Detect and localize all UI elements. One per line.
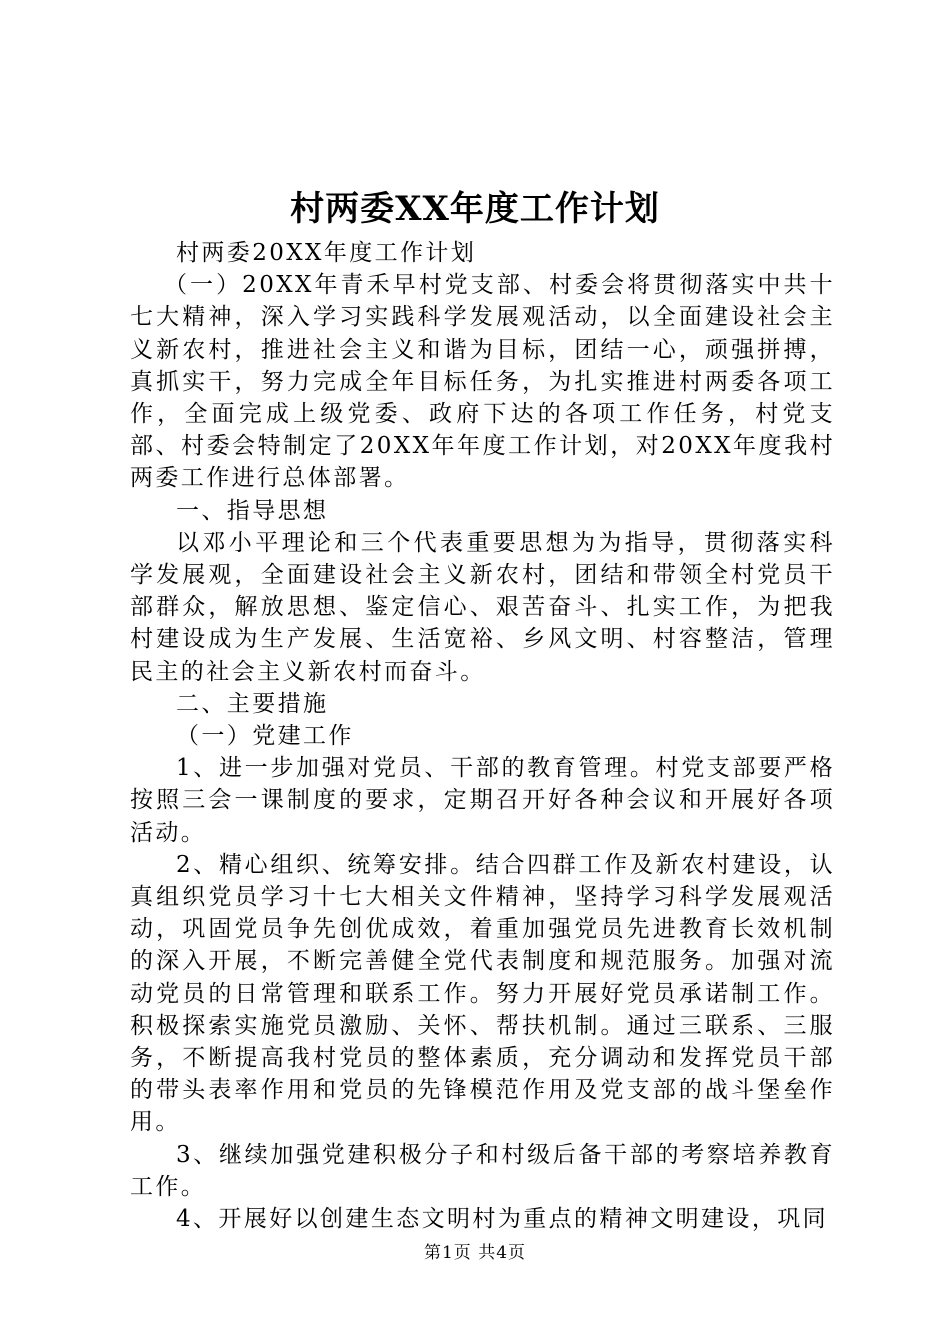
paragraph-subtitle: 村两委20XX年度工作计划 (176, 240, 477, 266)
heading-party-building: （一）党建工作 (176, 723, 354, 750)
paragraph-intro: （一）20XX年青禾早村党支部、村委会将贯彻落实中共十七大精神，深入学习实践科学发展观活动，以全面建设社会主义新农村，推进社会主义和谐为目标，团结一心，顽强拼搏，真抓实干，努力完成全年目标任务，为扎实推进村两委各项工作，全面完成上级党委、政府下达的各项工作任务，村党支部、村委会特制定了20XX年年度工作计划，对20XX年度我村两委工作进行总体部署。 (130, 272, 835, 492)
page-number-footer: 第1页 共4页 (423, 1243, 527, 1263)
paragraph-item-3: 3、继续加强党建积极分子和村级后备干部的考察培养教育工作。 (130, 1141, 835, 1200)
document-body (130, 237, 835, 1235)
document-title: 村两委XX年度工作计划 (290, 189, 660, 229)
paragraph-item-2: 2、精心组织、统筹安排。结合四群工作及新农村建设，认真组织党员学习十七大相关文件精神，坚持学习科学发展观活动，巩固党员争先创优成效，着重加强党员先进教育长效机制的深入开展，不断完善健全党代表制度和规范服务。加强对流动党员的日常管理和联系工作。努力开展好党员承诺制工作。积极探索实施党员激励、关怀、帮扶机制。通过三联系、三服务，不断提高我村党员的整体素质，充分调动和发挥党员干部的带头表率作用和党员的先锋模范作用及党支部的战斗堡垒作用。 (130, 851, 835, 1136)
paragraph-guiding-thought: 以邓小平理论和三个代表重要思想为为指导，贯彻落实科学发展观，全面建设社会主义新农村，团结和带领全村党员干部群众，解放思想、鉴定信心、艰苦奋斗、扎实工作，为把我村建设成为生产发展、生活宽裕、乡风文明、村容整洁，管理民主的社会主义新农村而奋斗。 (130, 529, 835, 685)
heading-main-measures: 二、主要措施 (176, 690, 329, 717)
paragraph-item-1: 1、进一步加强对党员、干部的教育管理。村党支部要严格按照三会一课制度的要求，定期召开好各种会议和开展好各项活动。 (130, 755, 835, 846)
paragraph-item-4: 4、开展好以创建生态文明村为重点的精神文明建设，巩同 (176, 1206, 829, 1233)
heading-guiding-thought: 一、指导思想 (176, 497, 329, 524)
